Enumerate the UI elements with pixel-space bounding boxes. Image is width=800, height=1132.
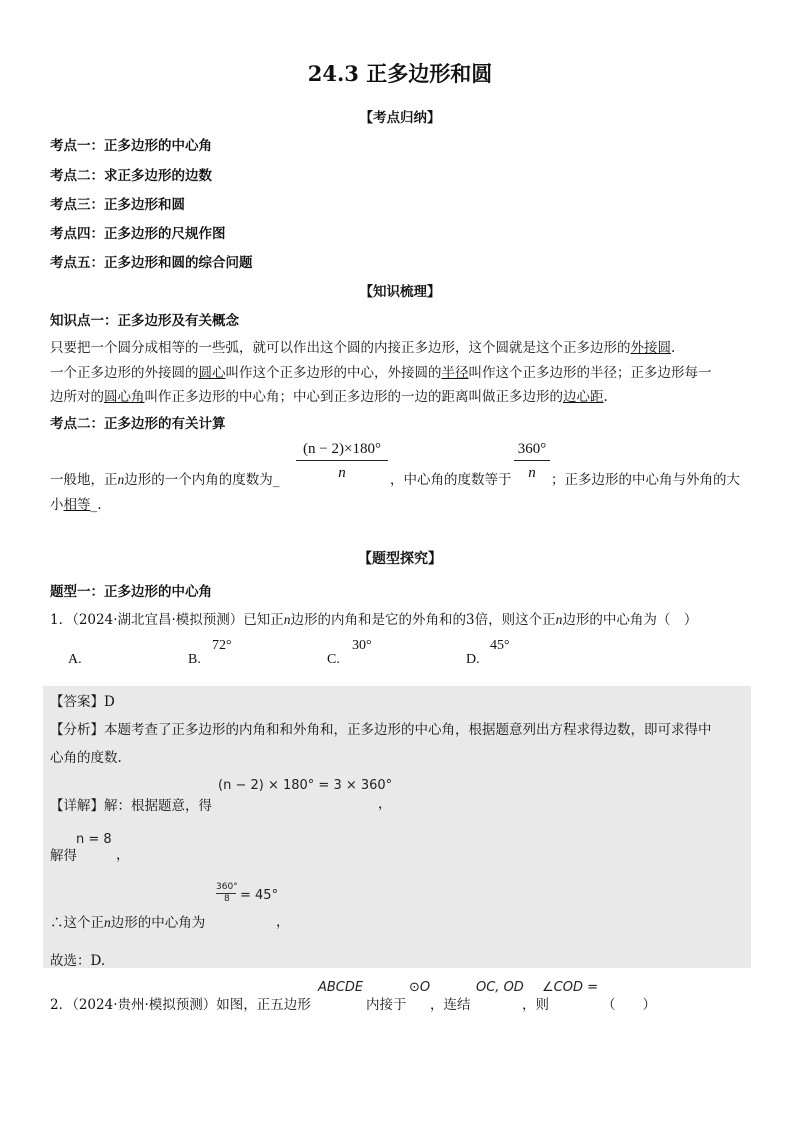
text-span: 叫作正多边形的中心角；中心到正多边形的一边的距离叫做正多边形的 (144, 389, 563, 405)
text-span: ∴这个正 (50, 915, 104, 931)
zhishi-header: 【知识梳理】 (359, 284, 441, 300)
comma: ， (116, 847, 130, 863)
text-span: . (671, 340, 676, 356)
comma: ， (276, 914, 290, 930)
fraction-denominator: n (528, 465, 536, 481)
zhishi2-line1-b: ，中心角的度数等于 (390, 472, 512, 488)
question-2: 2．（2024·贵州·模拟预测）如图，正五边形 (50, 997, 311, 1013)
analysis-line-2: 心角的度数. (50, 750, 122, 766)
zhishi1-line1 (50, 336, 675, 356)
q2-inside: 内接于 (366, 997, 407, 1013)
text-span: 一个正多边形的外接圆的 (50, 365, 199, 381)
text-span: 1．（2024·湖北宜昌·模拟预测）已知正 (50, 612, 284, 628)
option-c-value: 30° (352, 638, 372, 653)
fraction-bar (296, 460, 388, 461)
text-span: 边形的中心角为（ ） (562, 612, 698, 628)
text-span: 边所对的 (50, 389, 104, 405)
zhishi2-line2 (50, 493, 102, 513)
q2-segments-label: OC, OD (476, 980, 524, 995)
option-label: A. (68, 652, 82, 667)
term-equal: 相等 (63, 497, 91, 513)
equation-3-rhs: = 45° (240, 888, 279, 903)
q2-connect: ，连结 (430, 997, 471, 1013)
term-circumcircle: 外接圆 (630, 340, 671, 356)
fraction-numerator: 360° (216, 882, 238, 892)
option-label: C. (327, 652, 340, 667)
choose-line: 故选：D. (50, 953, 106, 969)
q2-angle-label: ∠COD = (542, 980, 598, 995)
variable-n: n (283, 612, 291, 627)
type1-title: 题型一：正多边形的中心角 (50, 584, 212, 600)
text-span: 边形的一个内角的度数为_ (124, 472, 280, 488)
text-span: 小 (50, 497, 64, 513)
zhishi1-title: 知识点一：正多边形及有关概念 (50, 313, 239, 329)
detail-solve: 解得 (50, 848, 77, 864)
kaodian-item-2: 考点二：求正多边形的边数 (50, 168, 212, 184)
q2-pentagon-label: ABCDE (318, 980, 364, 995)
zhishi2-line1-a (50, 468, 280, 488)
q2-answer-paren: （ ） (602, 997, 656, 1013)
fraction-bar (514, 460, 550, 461)
text-span: 只要把一个圆分成相等的一些弧，就可以作出这个圆的内接正多边形，这个圆就是这个正多边形的 (50, 340, 631, 356)
option-b-value: 72° (212, 638, 232, 653)
text-span: 一般地，正 (50, 472, 118, 488)
zhishi2-title: 考点二：正多边形的有关计算 (50, 416, 226, 432)
equation-3-fraction (216, 882, 238, 905)
variable-n: n (117, 472, 125, 487)
kaodian-header: 【考点归纳】 (359, 110, 441, 126)
fraction-denominator: n (338, 465, 346, 481)
comma: ， (378, 796, 392, 812)
text-span: 边形的内角和是它的外角和的3倍，则这个正 (290, 612, 556, 628)
fraction-denominator: 8 (223, 894, 230, 904)
equation-1: (n − 2) × 180° = 3 × 360° (218, 778, 393, 793)
tixing-header: 【题型探究】 (358, 551, 442, 567)
variable-n: n (555, 612, 563, 627)
term-center: 圆心 (198, 365, 226, 381)
equation-2: n = 8 (76, 832, 112, 847)
option-c[interactable] (327, 652, 340, 668)
detail-conclude (50, 911, 205, 931)
answer-line: 【答案】D (50, 694, 115, 710)
term-apothem: 边心距 (563, 389, 604, 405)
option-d[interactable] (466, 652, 480, 668)
option-a[interactable] (68, 652, 82, 668)
fraction-numerator: (n − 2)×180° (303, 441, 381, 457)
kaodian-item-3: 考点三：正多边形和圆 (50, 197, 185, 213)
zhishi1-line3 (50, 385, 608, 405)
option-b[interactable] (188, 652, 201, 668)
text-span: 叫作这个正多边形的半径；正多边形每一 (468, 365, 712, 381)
fraction-numerator: 360° (517, 441, 547, 457)
text-span: . (603, 389, 608, 405)
option-label: B. (188, 652, 201, 667)
option-label: D. (466, 652, 480, 667)
text-span: _. (90, 497, 102, 513)
kaodian-item-5: 考点五：正多边形和圆的综合问题 (50, 255, 253, 271)
text-span: 叫作这个正多边形的中心，外接圆的 (225, 365, 442, 381)
fraction-central-angle (514, 440, 550, 482)
q2-circle-label: ⊙O (409, 980, 431, 995)
kaodian-item-4: 考点四：正多边形的尺规作图 (50, 226, 226, 242)
term-central-angle: 圆心角 (104, 389, 145, 405)
q2-then: ，则 (522, 997, 549, 1013)
zhishi2-line1-c: ；正多边形的中心角与外角的大 (551, 472, 740, 488)
detail-line-1: 【详解】解：根据题意，得 (50, 798, 212, 814)
text-span: 边形的中心角为 (110, 915, 206, 931)
option-d-value: 45° (490, 638, 510, 653)
fraction-interior-angle (296, 440, 388, 482)
term-radius: 半径 (441, 365, 469, 381)
page-title: 24.3 正多边形和圆 (307, 61, 493, 86)
zhishi1-line2 (50, 361, 712, 381)
kaodian-item-1: 考点一：正多边形的中心角 (50, 138, 212, 154)
analysis-line-1: 【分析】本题考查了正多边形的内角和和外角和，正多边形的中心角，根据题意列出方程求得边数，即可求得中 (50, 722, 712, 738)
variable-n: n (104, 915, 111, 930)
question-1 (50, 608, 697, 628)
